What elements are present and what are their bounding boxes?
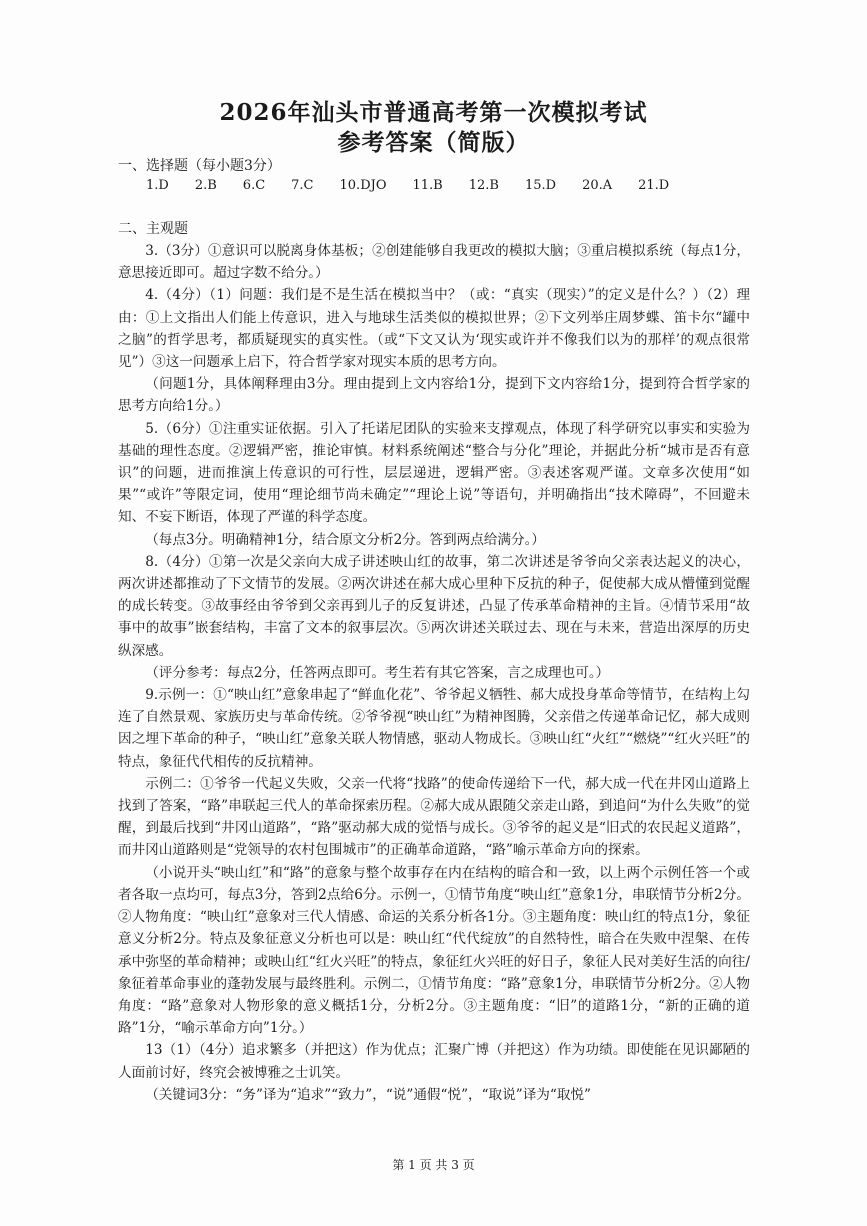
mcq-answer: 21.D bbox=[638, 178, 670, 193]
section-2-heading: 二、主观题 bbox=[118, 221, 188, 237]
multiple-choice-answers bbox=[146, 178, 766, 193]
mcq-answer: 10.DJO bbox=[339, 178, 387, 193]
mcq-answer: 2.B bbox=[194, 178, 217, 193]
subjective-answers bbox=[118, 240, 750, 1106]
mcq-answer: 15.D bbox=[524, 178, 557, 193]
scoring-note: （评分参考：每点2分，任答两点即可。考生若有其它答案，言之成理也可。） bbox=[145, 664, 610, 681]
scoring-note: （关键词3分：“务”译为“追求”“致力”，“说”通假“悦”，“取说”译为“取悦” bbox=[145, 1086, 591, 1103]
page-title: 2026年汕头市普通高考第一次模拟考试 bbox=[219, 99, 648, 126]
mcq-answer: 11.B bbox=[412, 178, 443, 193]
answer-paragraph: 3.（3分）①意识可以脱离身体基板；②创建能够自我更改的模拟大脑；③重启模拟系统（每点1分，意思接近即可。超过字数不给分。） bbox=[118, 243, 750, 282]
scoring-note: （每点3分。明确精神1分，结合原文分析2分。答到两点给满分。） bbox=[145, 531, 545, 548]
answer-paragraph: 5.（6分）①注重实证依据。引入了托诺尼团队的实验来支撑观点，体现了科学研究以事实和实验为基础的理性态度。②逻辑严密，推论审慎。材料系统阐述“整合与分化”理论，并据此分析“城市是否有意识”的问题，进而推演上传意识的可行性，层层递进，逻辑严密。③表述客观严谨。文章多次使用“如果”“或许”等限定词，使用“理论细节尚未确定”“理论上说”等语句，并明确指出“技术障碍”，不回避未知、不妄下断语，体现了严谨的科学态度。 bbox=[118, 420, 750, 526]
answer-paragraph: 4.（4分）（1）问题：我们是不是生活在模拟当中？（或：“真实（现实）”的定义是什么？）（2）理由：①上文指出人们能上传意识，进入与地球生活类似的模拟世界；②下文列举庄周梦蝶、笛卡尔“罐中之脑”的哲学思考，都质疑现实的真实性。（或“下文又认为‘现实或许并不像我们以为的那样’的观点很常见”）③这一问题承上启下，符合哲学家对现实本质的思考方向。 bbox=[118, 287, 750, 371]
scoring-note: （问题1分，具体阐释理由3分。理由提到上文内容给1分，提到下文内容给1分，提到符合哲学家的思考方向给1分。） bbox=[118, 376, 750, 415]
mcq-answer: 6.C bbox=[242, 178, 266, 193]
mcq-answer: 1.D bbox=[146, 178, 169, 193]
answer-paragraph: 8.（4分）①第一次是父亲向大成子讲述映山红的故事，第二次讲述是爷爷向父亲表达起义的决心，两次讲述都推动了下文情节的发展。②两次讲述在郝大成心里种下反抗的种子，促使郝大成从懵懂到觉醒的成长转变。③故事经由爷爷到父亲再到儿子的反复讲述，凸显了传承革命精神的主旨。④情节采用“故事中的故事”嵌套结构，丰富了文本的叙事层次。⑤两次讲述关联过去、现在与未来，营造出深厚的历史纵深感。 bbox=[118, 553, 750, 659]
answer-paragraph: 9.示例一：①“映山红”意象串起了“鲜血化花”、爷爷起义牺牲、郝大成投身革命等情节，在结构上勾连了自然景观、家族历史与革命传统。②爷爷视“映山红”为精神图腾，父亲借之传递革命记忆，郝大成则因之埋下革命的种子，“映山红”意象关联人物情感，驱动人物成长。③映山红“火红”“燃烧”“红火兴旺”的特点，象征代代相传的反抗精神。 bbox=[118, 687, 750, 770]
answer-paragraph: 13（1）（4分）追求繁多（并把这）作为优点；汇聚广博（并把这）作为功绩。即使能在见识鄙陋的人面前讨好，终究会被博雅之士讥笑。 bbox=[118, 1042, 750, 1081]
section-1-heading: 一、选择题（每小题3分） bbox=[118, 158, 281, 174]
page-number: 第 1 页 共 3 页 bbox=[392, 1158, 475, 1172]
page-subtitle: 参考答案（简版） bbox=[337, 129, 530, 156]
mcq-answer: 7.C bbox=[291, 178, 314, 193]
answer-paragraph: 示例二：①爷爷一代起义失败，父亲一代将“找路”的使命传递给下一代，郝大成一代在井冈山道路上找到了答案，“路”串联起三代人的革命探索历程。②郝大成从跟随父亲走山路，到追问“为什么失败”的觉醒，到最后找到“井冈山道路”，“路”驱动郝大成的觉悟与成长。③爷爷的起义是“旧式的农民起义道路”，而井冈山道路则是“党领导的农村包围城市”的正确革命道路，“路”喻示革命方向的探索。 bbox=[118, 775, 750, 859]
scoring-note: （小说开头“映山红”和“路”的意象与整个故事存在内在结构的暗合和一致，以上两个示例任答一个或者各取一点均可，每点3分，答到2点给6分。示例一，①情节角度“映山红”意象1分，串联情节分析2分。②人物角度：“映山红”意象对三代人情感、命运的关系分析各1分。③主题角度：映山红的特点1分，象征意义分析2分。特点及象征意义分析也可以是：映山红“代代绽放”的自然特性，暗合在失败中涅槃、在传承中弥坚的革命精神；或映山红“红火兴旺”的特点，象征红火兴旺的好日子，象征人民对美好生活的向往/象征着革命事业的蓬勃发展与最终胜利。示例二，①情节角度：“路”意象1分，串联情节分析2分。②人物角度：“路”意象对人物形象的意义概括1分，分析2分。③主题角度：“旧”的道路1分，“新的正确的道路”1分，“喻示革命方向”1分。） bbox=[118, 864, 750, 1037]
mcq-answer: 12.B bbox=[468, 178, 499, 193]
mcq-answer: 20.A bbox=[582, 178, 613, 193]
